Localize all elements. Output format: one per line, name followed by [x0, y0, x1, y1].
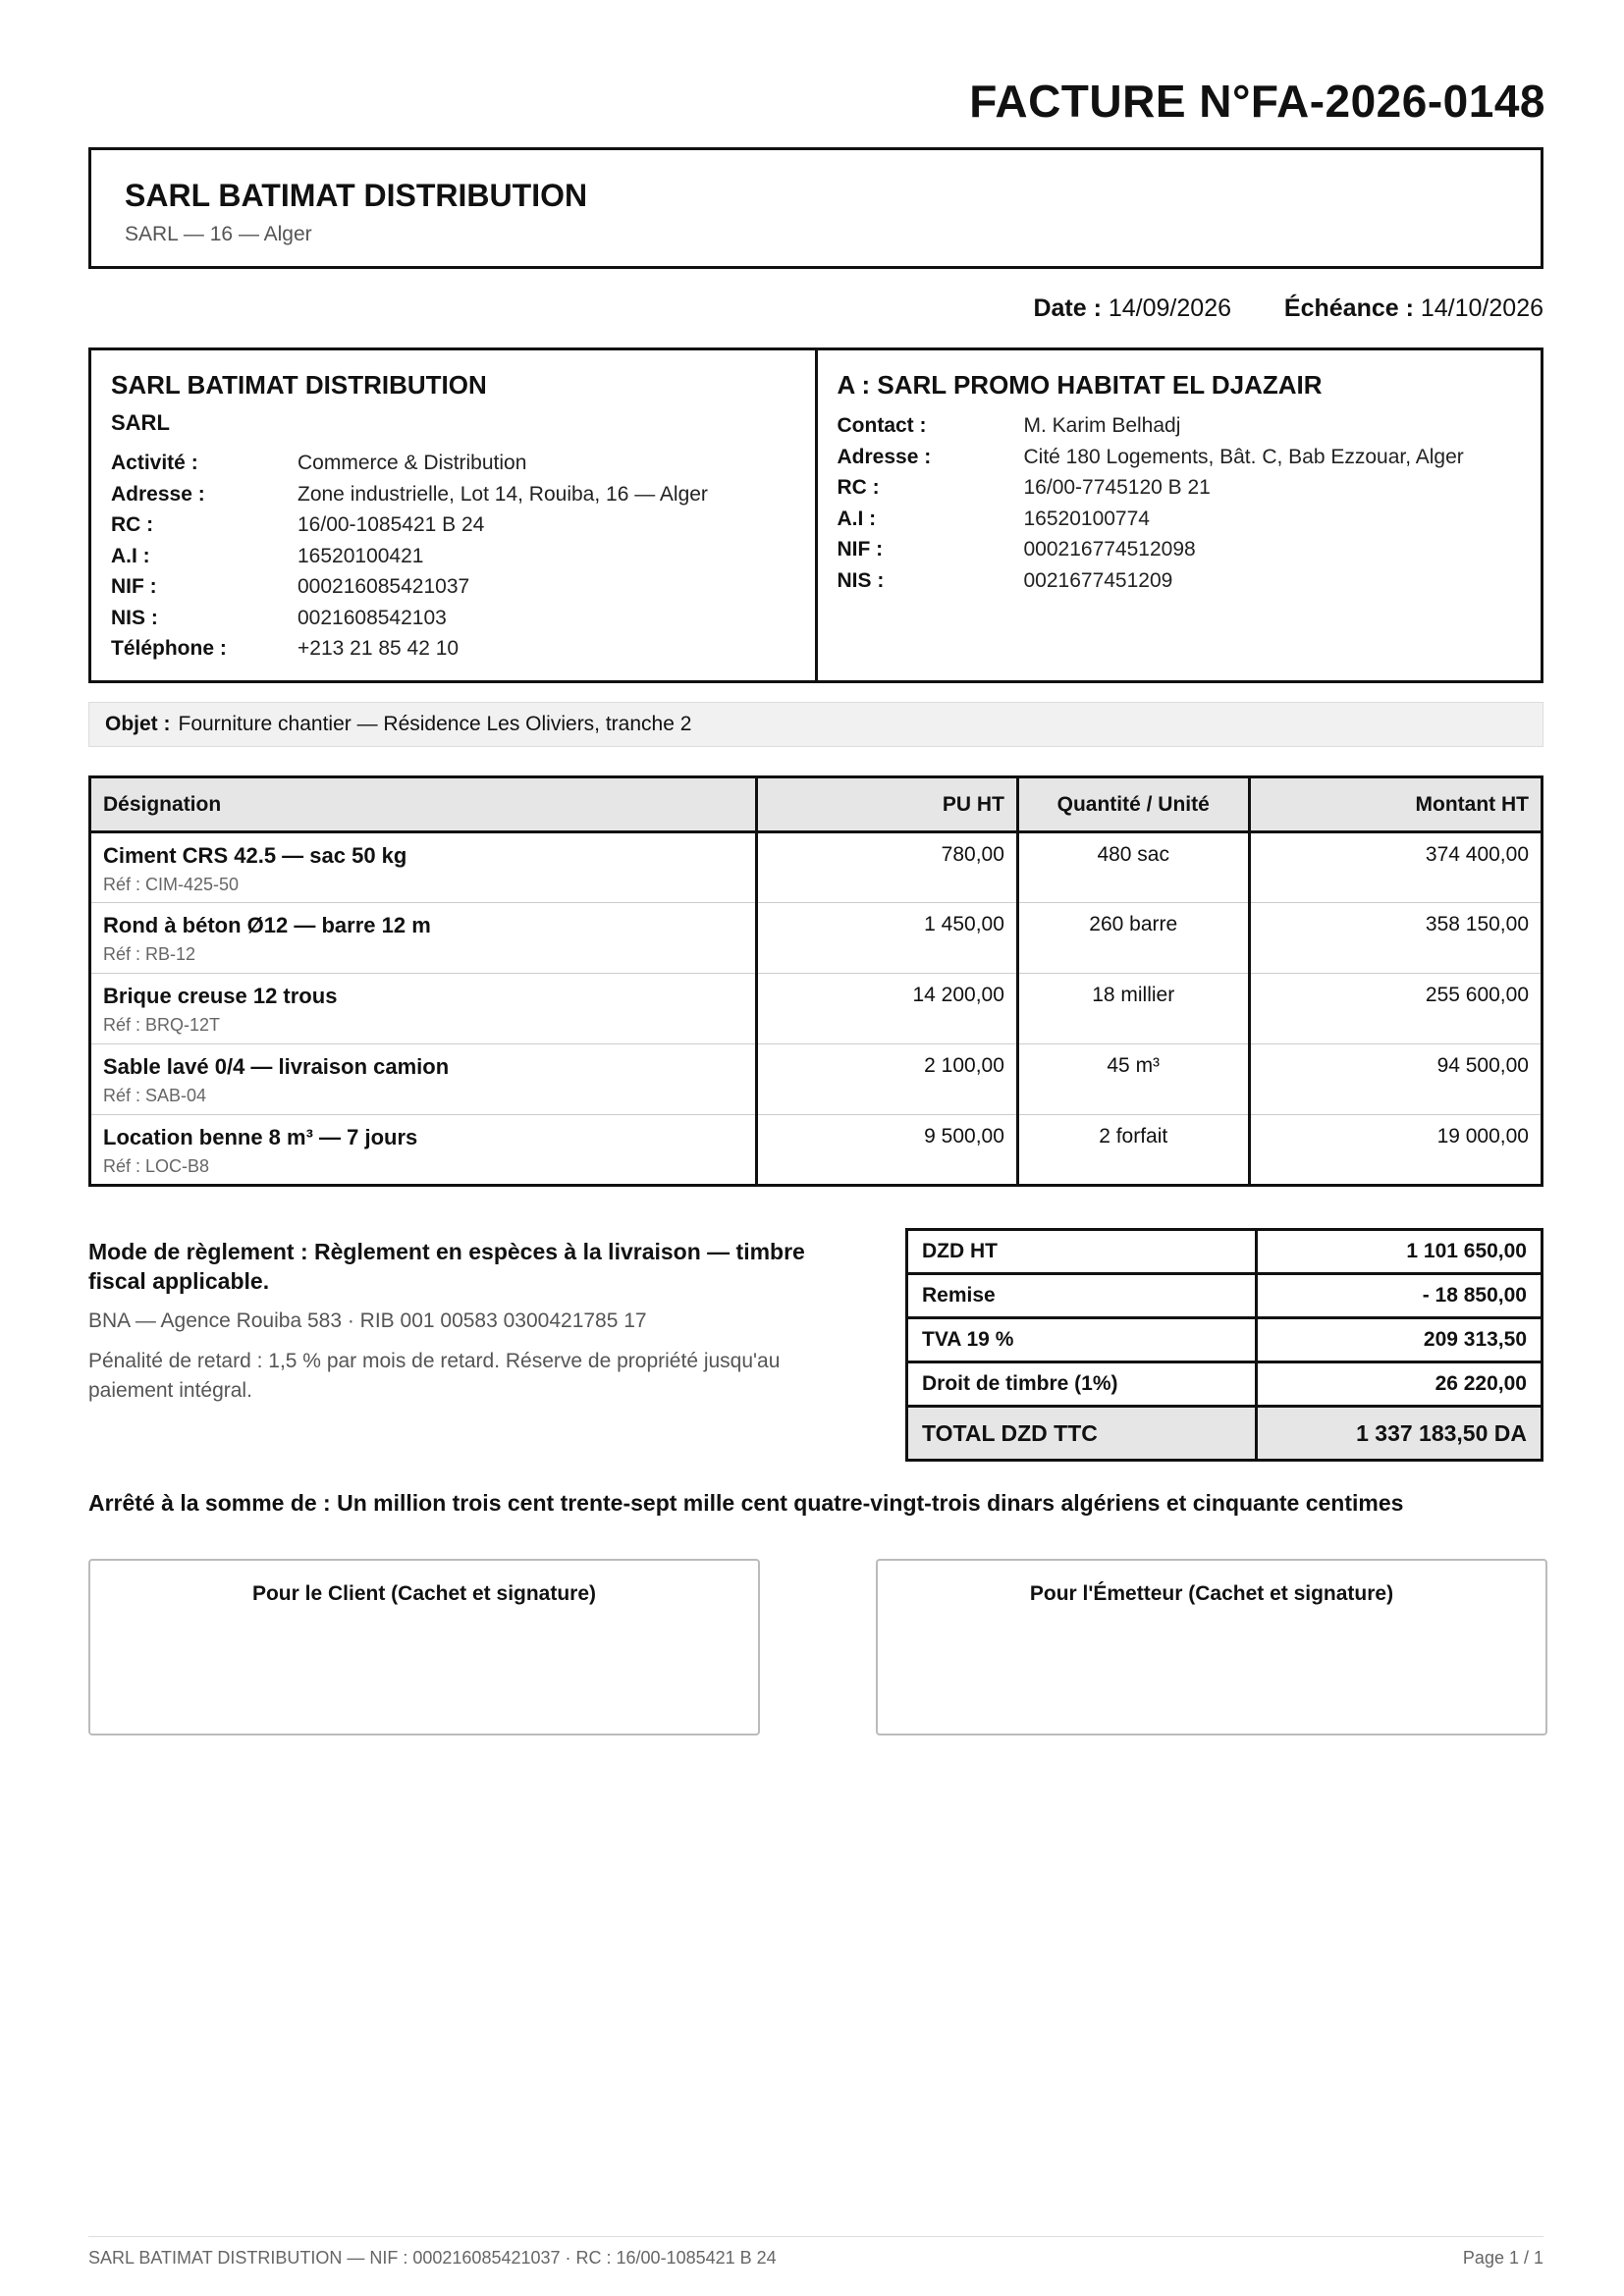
items-table: [88, 775, 1543, 1187]
table-row: [90, 1115, 1543, 1186]
designation-cell: [90, 903, 757, 974]
bank-details: BNA — Agence Rouiba 583 · RIB 001 00583 0300421785 17: [88, 1309, 647, 1332]
item-qty: 260 barre: [1017, 903, 1249, 974]
client-field: [838, 504, 1522, 535]
field-value: 16/00-7745120 B 21: [1023, 476, 1211, 499]
date-value: 14/09/2026: [1108, 294, 1231, 322]
late-penalty: Pénalité de retard : 1,5 % par mois de retard. Réserve de propriété jusqu'au paiement intégral.: [88, 1350, 781, 1402]
column-header-designation: Désignation: [90, 777, 757, 832]
due-value: 14/10/2026: [1420, 294, 1543, 322]
table-row: [90, 974, 1543, 1044]
amount-in-words: Arrêté à la somme de : Un million trois cent trente-sept mille cent quatre-vingt-trois dinars algériens et cinquante centimes: [88, 1490, 1404, 1516]
item-qty: 480 sac: [1017, 832, 1249, 903]
client-block: [815, 350, 1542, 680]
footer-company-info: SARL BATIMAT DISTRIBUTION — NIF : 000216085421037 · RC : 16/00-1085421 B 24: [88, 2248, 777, 2268]
field-label: RC :: [111, 513, 154, 536]
issuer-signature-box: [876, 1559, 1547, 1735]
field-label: A.I :: [837, 507, 877, 530]
field-label: Activité :: [111, 452, 198, 474]
seller-block: [91, 350, 815, 680]
client-signature-box: [88, 1559, 760, 1735]
item-pu: 9 500,00: [757, 1115, 1017, 1186]
company-name: SARL BATIMAT DISTRIBUTION: [125, 178, 588, 213]
totals-value: - 18 850,00: [1257, 1274, 1543, 1318]
totals-value: 209 313,50: [1257, 1318, 1543, 1362]
designation-cell: [90, 1115, 757, 1186]
item-ref: Réf : CIM-425-50: [103, 875, 240, 894]
seller-field: [111, 633, 795, 665]
totals-value: 26 220,00: [1257, 1362, 1543, 1407]
totals-row: [907, 1362, 1543, 1407]
item-designation: Brique creuse 12 trous: [103, 984, 338, 1008]
grand-total-label: TOTAL DZD TTC: [907, 1407, 1257, 1461]
seller-field: [111, 603, 795, 634]
seller-field: [111, 509, 795, 541]
field-value: M. Karim Belhadj: [1023, 414, 1181, 437]
parties-box: [88, 347, 1543, 683]
table-header-row: [90, 777, 1543, 832]
item-qty: 2 forfait: [1017, 1115, 1249, 1186]
table-row: [90, 832, 1543, 903]
payment-section: [88, 1237, 835, 1406]
item-amount: 358 150,00: [1249, 903, 1542, 974]
seller-legal-form: SARL: [111, 410, 170, 435]
field-value: Commerce & Distribution: [298, 452, 527, 474]
footer-divider: [88, 2236, 1543, 2237]
field-value: 0021608542103: [298, 606, 447, 629]
field-label: Contact :: [837, 414, 927, 437]
totals-label: TVA 19 %: [907, 1318, 1257, 1362]
field-value: 0021677451209: [1023, 568, 1173, 592]
totals-label: DZD HT: [907, 1230, 1257, 1274]
seller-name: SARL BATIMAT DISTRIBUTION: [111, 370, 487, 400]
item-amount: 94 500,00: [1249, 1044, 1542, 1115]
designation-cell: [90, 974, 757, 1044]
item-designation: Sable lavé 0/4 — livraison camion: [103, 1054, 450, 1079]
item-pu: 14 200,00: [757, 974, 1017, 1044]
field-value: Cité 180 Logements, Bât. C, Bab Ezzouar, Alger: [1023, 445, 1464, 468]
date-label: Date :: [1033, 294, 1102, 322]
field-value: +213 21 85 42 10: [298, 637, 460, 660]
item-designation: Rond à béton Ø12 — barre 12 m: [103, 913, 431, 937]
item-pu: 1 450,00: [757, 903, 1017, 974]
seller-field: [111, 541, 795, 572]
totals-label: Droit de timbre (1%): [907, 1362, 1257, 1407]
field-label: Adresse :: [837, 445, 932, 468]
field-label: Téléphone :: [111, 637, 227, 660]
invoice-dates: [1033, 294, 1543, 323]
seller-field: [111, 448, 795, 479]
field-value: 000216774512098: [1023, 538, 1196, 561]
company-subtitle: SARL — 16 — Alger: [125, 223, 312, 245]
totals-value: 1 101 650,00: [1257, 1230, 1543, 1274]
item-ref: Réf : SAB-04: [103, 1086, 207, 1105]
payment-mode: Mode de règlement : Règlement en espèces à la livraison — timbre fiscal applicable.: [88, 1239, 805, 1294]
objet-label: Objet :: [105, 713, 171, 735]
item-qty: 18 millier: [1017, 974, 1249, 1044]
designation-cell: [90, 1044, 757, 1115]
table-row: [90, 1044, 1543, 1115]
field-value: 000216085421037: [298, 575, 470, 598]
column-header-amount: Montant HT: [1249, 777, 1542, 832]
table-row: [90, 903, 1543, 974]
client-field: [838, 472, 1522, 504]
designation-cell: [90, 832, 757, 903]
totals-label: Remise: [907, 1274, 1257, 1318]
grand-total-row: [907, 1407, 1543, 1461]
item-amount: 19 000,00: [1249, 1115, 1542, 1186]
client-signature-label: Pour le Client (Cachet et signature): [251, 1582, 597, 1605]
column-header-pu: PU HT: [757, 777, 1017, 832]
totals-row: [907, 1318, 1543, 1362]
item-ref: Réf : BRQ-12T: [103, 1015, 221, 1035]
item-pu: 2 100,00: [757, 1044, 1017, 1115]
client-field: [838, 442, 1522, 473]
column-header-quantity: Quantité / Unité: [1017, 777, 1249, 832]
item-designation: Ciment CRS 42.5 — sac 50 kg: [103, 843, 407, 868]
field-value: 16/00-1085421 B 24: [298, 513, 485, 536]
item-amount: 255 600,00: [1249, 974, 1542, 1044]
field-value: 16520100421: [298, 544, 424, 567]
totals-row: [907, 1230, 1543, 1274]
seller-field: [111, 571, 795, 603]
grand-total-value: 1 337 183,50 DA: [1257, 1407, 1543, 1461]
field-label: NIS :: [111, 606, 158, 629]
item-amount: 374 400,00: [1249, 832, 1542, 903]
client-field: [838, 534, 1522, 565]
item-ref: Réf : RB-12: [103, 944, 196, 964]
field-label: NIS :: [837, 568, 885, 592]
field-label: Adresse :: [111, 482, 205, 506]
item-qty: 45 m³: [1017, 1044, 1249, 1115]
page-number: Page 1 / 1: [1462, 2248, 1543, 2268]
seller-field: [111, 479, 795, 510]
objet-bar: [88, 702, 1543, 747]
totals-table: [905, 1228, 1543, 1462]
item-designation: Location benne 8 m³ — 7 jours: [103, 1125, 418, 1149]
field-label: NIF :: [837, 538, 884, 561]
item-pu: 780,00: [757, 832, 1017, 903]
client-name: A : SARL PROMO HABITAT EL DJAZAIR: [837, 370, 1323, 400]
field-label: RC :: [837, 476, 880, 499]
invoice-title: FACTURE N°FA-2026-0148: [969, 76, 1545, 127]
due-label: Échéance :: [1283, 294, 1414, 322]
objet-value: Fourniture chantier — Résidence Les Oliviers, tranche 2: [178, 713, 692, 735]
item-ref: Réf : LOC-B8: [103, 1156, 210, 1176]
client-field: [838, 410, 1522, 442]
field-value: Zone industrielle, Lot 14, Rouiba, 16 — Alger: [298, 482, 708, 506]
totals-row: [907, 1274, 1543, 1318]
client-field: [838, 565, 1522, 597]
field-label: NIF :: [111, 575, 157, 598]
field-label: A.I :: [111, 544, 150, 567]
company-header: [88, 147, 1543, 269]
field-value: 16520100774: [1023, 507, 1150, 530]
issuer-signature-label: Pour l'Émetteur (Cachet et signature): [1029, 1582, 1394, 1605]
